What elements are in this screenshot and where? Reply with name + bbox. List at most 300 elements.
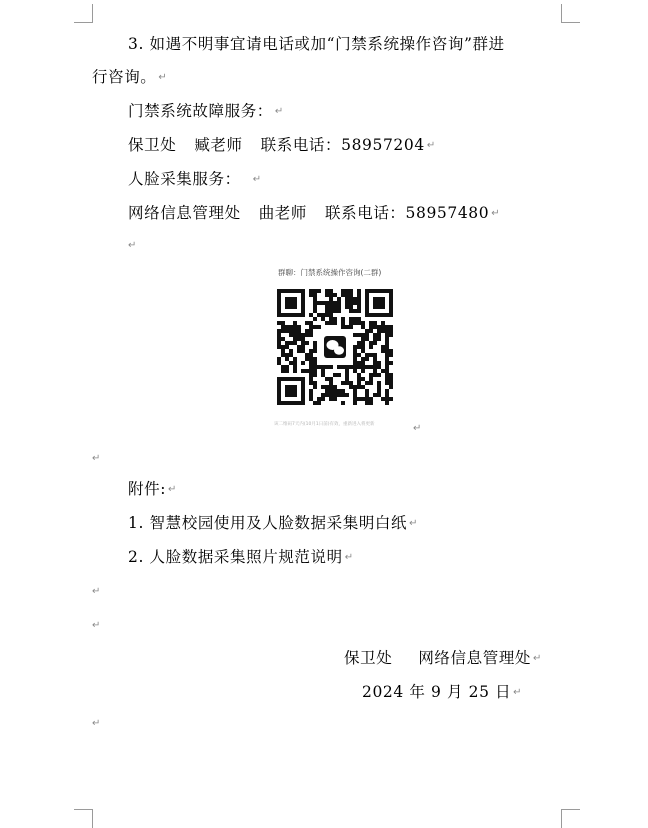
qr-module xyxy=(389,361,393,365)
qr-module xyxy=(317,397,321,401)
qr-module xyxy=(369,401,373,405)
qr-module xyxy=(313,385,317,389)
qr-module xyxy=(321,397,325,401)
qr-module xyxy=(377,381,381,385)
qr-module xyxy=(385,353,389,357)
qr-module xyxy=(353,365,357,369)
qr-module xyxy=(305,321,309,325)
qr-module xyxy=(385,397,389,401)
qr-module xyxy=(285,325,289,329)
qr-module xyxy=(373,361,377,365)
qr-module xyxy=(353,309,357,313)
qr-module xyxy=(281,325,285,329)
qr-module xyxy=(309,373,313,377)
qr-module xyxy=(345,393,349,397)
qr-module xyxy=(313,357,317,361)
qr-module xyxy=(365,365,369,369)
qr-module xyxy=(385,349,389,353)
qr-module xyxy=(297,329,301,333)
face-dept: 网络信息管理处 xyxy=(128,204,241,222)
qr-module xyxy=(369,345,373,349)
qr-module xyxy=(277,357,281,361)
qr-module xyxy=(369,397,373,401)
qr-module xyxy=(357,385,361,389)
qr-module xyxy=(305,353,309,357)
qr-module xyxy=(365,401,369,405)
qr-module xyxy=(313,381,317,385)
qr-module xyxy=(341,293,345,297)
qr-module xyxy=(309,349,313,353)
qr-module xyxy=(377,333,381,337)
qr-module xyxy=(357,365,361,369)
qr-module xyxy=(313,301,317,305)
qr-module xyxy=(309,353,313,357)
signature-date xyxy=(362,682,522,703)
paragraph-contact-line2 xyxy=(92,67,167,88)
qr-module xyxy=(377,389,381,393)
qr-module xyxy=(325,365,329,369)
qr-module xyxy=(373,341,377,345)
crop-mark-top-right xyxy=(561,4,580,23)
qr-module xyxy=(281,369,285,373)
qr-module xyxy=(389,353,393,357)
qr-module xyxy=(349,305,353,309)
qr-module xyxy=(317,401,321,405)
qr-module xyxy=(385,337,389,341)
qr-module xyxy=(313,349,317,353)
qr-module xyxy=(333,385,337,389)
qr-module xyxy=(361,337,365,341)
qr-module xyxy=(353,301,357,305)
access-title-text: 门禁系统故障服务： xyxy=(128,102,273,120)
qr-module xyxy=(309,357,313,361)
qr-module xyxy=(313,325,317,329)
qr-module xyxy=(309,329,313,333)
qr-module xyxy=(325,389,329,393)
qr-finder-top-left-center xyxy=(285,297,297,309)
qr-module xyxy=(313,293,317,297)
qr-module xyxy=(329,305,333,309)
qr-module xyxy=(289,349,293,353)
qr-module xyxy=(345,297,349,301)
qr-module xyxy=(377,385,381,389)
attachment-item-1 xyxy=(128,513,418,534)
qr-module xyxy=(285,357,289,361)
qr-module xyxy=(357,377,361,381)
qr-module xyxy=(365,357,369,361)
paragraph-mark: ↵ xyxy=(344,552,354,563)
qr-module xyxy=(357,333,361,337)
qr-module xyxy=(325,385,329,389)
qr-module xyxy=(321,385,325,389)
access-service-contact xyxy=(128,135,435,156)
qr-module xyxy=(309,333,313,337)
qr-module xyxy=(313,305,317,309)
qr-module xyxy=(377,373,381,377)
qr-module xyxy=(333,309,337,313)
paragraph-mark: ↵ xyxy=(168,484,177,495)
qr-module xyxy=(281,349,285,353)
qr-module xyxy=(357,289,361,293)
qr-module xyxy=(341,381,345,385)
qr-module xyxy=(281,365,285,369)
qr-module xyxy=(309,397,313,401)
qr-finder-bottom-left-center xyxy=(285,385,297,397)
qr-module xyxy=(373,353,377,357)
qr-module xyxy=(373,321,377,325)
qr-module xyxy=(313,365,317,369)
qr-module xyxy=(353,333,357,337)
qr-module xyxy=(325,313,329,317)
qr-module xyxy=(385,377,389,381)
qr-module xyxy=(281,353,285,357)
qr-module xyxy=(353,401,357,405)
qr-module xyxy=(325,377,329,381)
qr-module xyxy=(381,369,385,373)
qr-module xyxy=(389,329,393,333)
qr-module xyxy=(373,357,377,361)
qr-code xyxy=(277,289,393,405)
qr-module xyxy=(309,289,313,293)
qr-module xyxy=(373,333,377,337)
qr-module xyxy=(381,345,385,349)
qr-module xyxy=(277,333,281,337)
qr-module xyxy=(345,289,349,293)
qr-module xyxy=(333,317,337,321)
qr-module xyxy=(313,297,317,301)
signature-date-text: 2024 年 9 月 25 日 xyxy=(362,683,512,701)
paragraph-mark: ↵ xyxy=(274,106,284,117)
qr-module xyxy=(353,397,357,401)
qr-module xyxy=(389,325,393,329)
qr-module xyxy=(377,337,381,341)
qr-module xyxy=(381,321,385,325)
qr-module xyxy=(293,333,297,337)
qr-module xyxy=(277,329,281,333)
qr-module xyxy=(389,349,393,353)
qr-module xyxy=(361,369,365,373)
qr-module xyxy=(373,373,377,377)
qr-module xyxy=(353,297,357,301)
qr-module xyxy=(333,305,337,309)
qr-module xyxy=(361,345,365,349)
qr-module xyxy=(385,329,389,333)
qr-module xyxy=(341,401,345,405)
qr-module xyxy=(321,317,325,321)
qr-module xyxy=(389,381,393,385)
attachment-item-text: 2. 人脸数据采集照片规范说明 xyxy=(128,548,343,566)
qr-module xyxy=(389,385,393,389)
qr-module xyxy=(353,357,357,361)
qr-module xyxy=(309,389,313,393)
qr-module xyxy=(349,385,353,389)
qr-module xyxy=(333,397,337,401)
qr-module xyxy=(381,325,385,329)
qr-module xyxy=(297,325,301,329)
qr-module xyxy=(281,329,285,333)
qr-module xyxy=(357,301,361,305)
qr-module xyxy=(337,365,341,369)
qr-module xyxy=(313,309,317,313)
qr-module xyxy=(357,317,361,321)
qr-module xyxy=(325,393,329,397)
qr-module xyxy=(361,397,365,401)
qr-module xyxy=(285,329,289,333)
qr-module xyxy=(369,321,373,325)
qr-module xyxy=(333,389,337,393)
qr-module xyxy=(325,289,329,293)
qr-module xyxy=(317,289,321,293)
qr-module xyxy=(357,397,361,401)
qr-module xyxy=(297,349,301,353)
qr-module xyxy=(301,333,305,337)
qr-module xyxy=(385,325,389,329)
qr-module xyxy=(305,341,309,345)
qr-module xyxy=(349,289,353,293)
attachment-item-text: 1. 智慧校园使用及人脸数据采集明白纸 xyxy=(128,514,408,532)
access-dept: 保卫处 xyxy=(128,136,177,154)
qr-module xyxy=(289,353,293,357)
qr-module xyxy=(277,345,281,349)
paragraph-mark: ↵ xyxy=(513,687,522,698)
qr-module xyxy=(321,373,325,377)
qr-title: 群聊：门禁系统操作咨询(二群) xyxy=(278,268,382,277)
qr-module xyxy=(309,293,313,297)
qr-module xyxy=(293,325,297,329)
qr-module xyxy=(309,365,313,369)
qr-module xyxy=(357,321,361,325)
qr-module xyxy=(349,317,353,321)
qr-module xyxy=(353,321,357,325)
qr-module xyxy=(345,381,349,385)
qr-module xyxy=(337,305,341,309)
qr-module xyxy=(373,369,377,373)
qr-module xyxy=(285,341,289,345)
qr-module xyxy=(341,317,345,321)
qr-module xyxy=(365,329,369,333)
qr-module xyxy=(329,385,333,389)
qr-module xyxy=(341,393,345,397)
qr-module xyxy=(357,345,361,349)
qr-module xyxy=(309,325,313,329)
qr-module xyxy=(329,313,333,317)
face-phone: 联系电话：58957480 xyxy=(325,204,490,222)
qr-module xyxy=(325,309,329,313)
qr-module xyxy=(345,301,349,305)
qr-module xyxy=(301,341,305,345)
attachment-item-2 xyxy=(128,547,353,568)
qr-module xyxy=(385,341,389,345)
qr-module xyxy=(349,321,353,325)
qr-module xyxy=(357,381,361,385)
attachments-label xyxy=(128,479,176,500)
qr-module xyxy=(305,369,309,373)
qr-module xyxy=(329,381,333,385)
qr-module xyxy=(337,301,341,305)
qr-module xyxy=(369,381,373,385)
qr-module xyxy=(381,349,385,353)
qr-module xyxy=(277,361,281,365)
qr-module xyxy=(361,325,365,329)
qr-module xyxy=(333,393,337,397)
qr-module xyxy=(289,325,293,329)
qr-module xyxy=(365,337,369,341)
qr-module xyxy=(385,361,389,365)
qr-module xyxy=(365,333,369,337)
paragraph-mark: ↵ xyxy=(92,586,101,597)
qr-module xyxy=(369,377,373,381)
qr-module xyxy=(361,385,365,389)
qr-module xyxy=(373,325,377,329)
qr-module xyxy=(321,301,325,305)
qr-module xyxy=(309,369,313,373)
paragraph-mark: ↵ xyxy=(92,718,101,729)
qr-module xyxy=(349,301,353,305)
qr-module xyxy=(309,321,313,325)
qr-module xyxy=(325,301,329,305)
qr-module xyxy=(353,389,357,393)
qr-module xyxy=(321,313,325,317)
qr-module xyxy=(341,325,345,329)
crop-mark-bottom-right xyxy=(561,809,580,828)
qr-module xyxy=(293,369,297,373)
attachments-label-text: 附件: xyxy=(128,480,167,498)
qr-module xyxy=(353,369,357,373)
qr-module xyxy=(313,361,317,365)
qr-module xyxy=(277,341,281,345)
qr-module xyxy=(365,353,369,357)
contact-text-line1: 3. 如遇不明事宜请电话或加“门禁系统操作咨询”群进 xyxy=(128,35,505,53)
qr-module xyxy=(385,357,389,361)
paragraph-mark: ↵ xyxy=(92,620,101,631)
qr-module xyxy=(369,329,373,333)
qr-module xyxy=(321,393,325,397)
qr-module xyxy=(313,401,317,405)
qr-module xyxy=(345,369,349,373)
qr-module xyxy=(365,397,369,401)
qr-module xyxy=(357,373,361,377)
qr-module xyxy=(373,365,377,369)
qr-module xyxy=(333,321,337,325)
qr-module xyxy=(329,293,333,297)
qr-module xyxy=(293,341,297,345)
qr-module xyxy=(297,345,301,349)
qr-module xyxy=(361,341,365,345)
qr-module xyxy=(329,289,333,293)
paragraph-mark: ↵ xyxy=(413,423,422,434)
qr-module xyxy=(353,393,357,397)
qr-module xyxy=(301,337,305,341)
qr-module xyxy=(329,309,333,313)
qr-module xyxy=(333,373,337,377)
qr-finder-top-right-center xyxy=(373,297,385,309)
qr-module xyxy=(329,393,333,397)
qr-module xyxy=(385,401,389,405)
qr-module xyxy=(301,361,305,365)
qr-code-image xyxy=(277,289,393,405)
paragraph-mark: ↵ xyxy=(491,208,500,219)
face-service-contact xyxy=(128,203,500,224)
qr-module xyxy=(277,321,281,325)
qr-module xyxy=(285,345,289,349)
qr-module xyxy=(329,321,333,325)
qr-module xyxy=(353,361,357,365)
qr-module xyxy=(349,325,353,329)
qr-module xyxy=(389,373,393,377)
qr-module xyxy=(305,333,309,337)
qr-module xyxy=(337,309,341,313)
qr-module xyxy=(353,345,357,349)
qr-module xyxy=(345,325,349,329)
contact-text-line2: 行咨询。 xyxy=(92,68,157,86)
qr-validity-note: 该二维码7天内(10月1日前)有效，重新进入将更新 xyxy=(274,422,375,427)
qr-module xyxy=(369,353,373,357)
qr-module xyxy=(377,365,381,369)
paragraph-mark: ↵ xyxy=(409,518,418,529)
qr-module xyxy=(385,369,389,373)
qr-module xyxy=(301,369,305,373)
qr-module xyxy=(345,365,349,369)
qr-module xyxy=(313,345,317,349)
qr-module xyxy=(305,357,309,361)
qr-module xyxy=(349,297,353,301)
qr-module xyxy=(361,349,365,353)
face-service-title xyxy=(128,169,261,190)
qr-module xyxy=(321,365,325,369)
qr-module xyxy=(353,353,357,357)
qr-module xyxy=(349,293,353,297)
qr-module xyxy=(349,309,353,313)
qr-module xyxy=(357,305,361,309)
qr-module xyxy=(301,345,305,349)
qr-module xyxy=(377,393,381,397)
qr-module xyxy=(309,361,313,365)
qr-module xyxy=(329,389,333,393)
qr-module xyxy=(361,377,365,381)
qr-module xyxy=(345,305,349,309)
qr-module xyxy=(289,333,293,337)
qr-module xyxy=(353,349,357,353)
qr-module xyxy=(377,329,381,333)
qr-module xyxy=(321,369,325,373)
qr-module xyxy=(281,337,285,341)
qr-module xyxy=(361,357,365,361)
qr-module xyxy=(329,317,333,321)
qr-module xyxy=(289,341,293,345)
signature-departments xyxy=(344,648,541,669)
qr-module xyxy=(361,321,365,325)
qr-module xyxy=(341,389,345,393)
qr-module xyxy=(369,341,373,345)
qr-module xyxy=(309,313,313,317)
qr-module xyxy=(329,365,333,369)
qr-module xyxy=(317,301,321,305)
qr-module xyxy=(337,297,341,301)
qr-module xyxy=(385,365,389,369)
qr-module xyxy=(281,345,285,349)
qr-module xyxy=(329,377,333,381)
qr-module xyxy=(357,309,361,313)
signature-dept-2: 网络信息管理处 xyxy=(418,649,532,667)
paragraph-mark: ↵ xyxy=(158,72,167,83)
crop-mark-top-left xyxy=(74,4,93,23)
qr-module xyxy=(333,293,337,297)
qr-module xyxy=(361,365,365,369)
qr-module xyxy=(309,393,313,397)
qr-module xyxy=(373,337,377,341)
qr-module xyxy=(365,381,369,385)
qr-module xyxy=(285,365,289,369)
